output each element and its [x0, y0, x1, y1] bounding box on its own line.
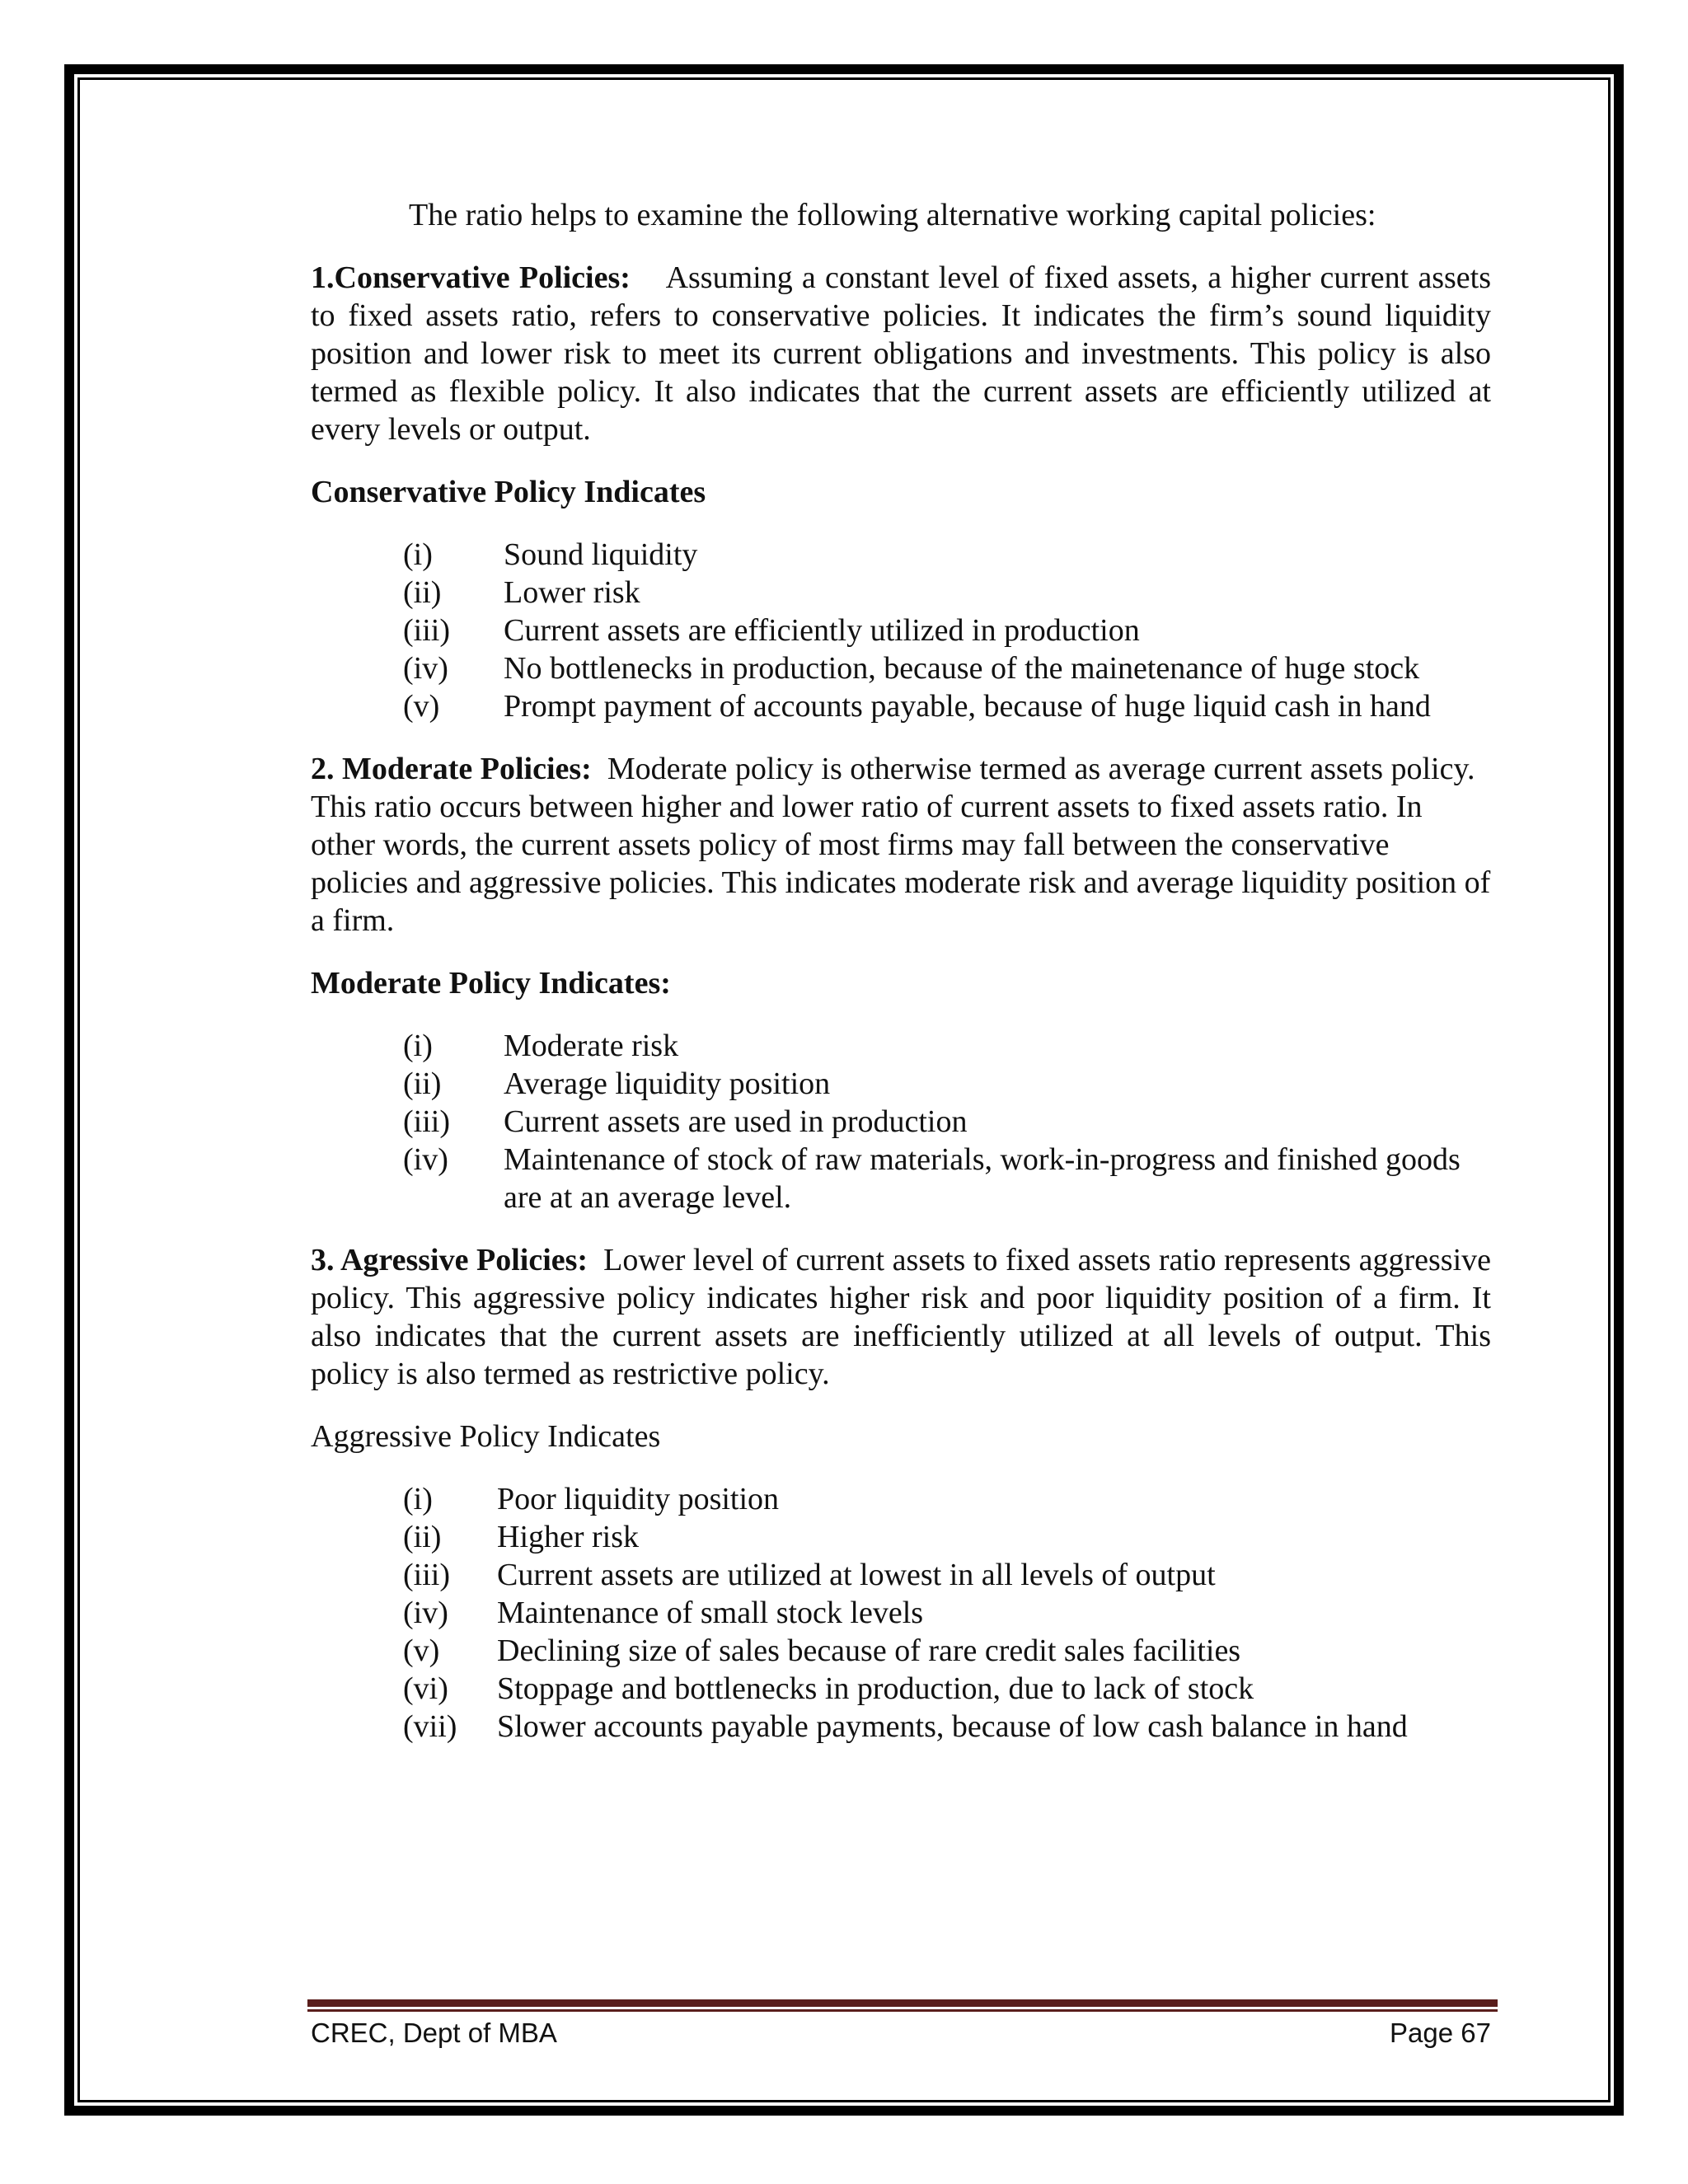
list-item-text: Current assets are efficiently utilized in production — [504, 613, 1140, 648]
footer-page-number: Page 67 — [1390, 2018, 1491, 2048]
list-item-number: (i) — [403, 1029, 433, 1063]
list-item — [403, 574, 1491, 612]
intro-text: The ratio helps to examine the following alternative working capital policies: — [409, 198, 1376, 232]
list-item — [403, 536, 1491, 574]
list-item-text: No bottlenecks in production, because of the mainetenance of huge stock — [504, 651, 1420, 686]
list-item-text: Prompt payment of accounts payable, because of huge liquid cash in hand — [504, 689, 1431, 724]
list-item-number: (ii) — [403, 575, 442, 610]
list-item-number: (iv) — [403, 1596, 448, 1630]
list-item — [403, 1480, 1491, 1518]
list-item — [403, 1065, 1491, 1103]
page-footer — [311, 2016, 1491, 2050]
moderate-paragraph — [311, 750, 1491, 940]
page-content — [311, 196, 1491, 1770]
footer-rule-thin — [307, 2009, 1498, 2012]
conservative-title: 1.Conservative Policies: — [311, 260, 631, 295]
list-item-text: Maintenance of stock of raw materials, work-in-progress and finished goods are at an average level. — [504, 1142, 1461, 1215]
list-item — [403, 1670, 1491, 1708]
footer-department: CREC, Dept of MBA — [311, 2018, 557, 2048]
list-item — [403, 1594, 1491, 1632]
aggressive-paragraph — [311, 1241, 1491, 1393]
aggressive-title: 3. Agressive Policies: — [311, 1243, 588, 1277]
list-item — [403, 1103, 1491, 1141]
list-item-number: (iii) — [403, 1558, 450, 1592]
aggressive-body: Lower level of current assets to fixed assets ratio represents aggressive policy. This aggressive policy indicates higher risk and poor liquidity position of a firm. It also indicates that the current assets are inefficiently utilized at all levels of output. This policy is also termed as restrictive policy. — [311, 1243, 1491, 1391]
list-item — [403, 1518, 1491, 1556]
list-item — [403, 612, 1491, 649]
list-item-number: (iv) — [403, 651, 448, 686]
list-item — [403, 1556, 1491, 1594]
list-item-number: (v) — [403, 689, 440, 724]
list-item-text: Current assets are utilized at lowest in all levels of output — [497, 1558, 1216, 1592]
list-item — [403, 1708, 1491, 1746]
list-item-text: Higher risk — [497, 1520, 640, 1554]
footer-rule — [307, 1999, 1498, 2007]
list-item — [403, 1027, 1491, 1065]
list-item-text: Current assets are used in production — [504, 1104, 968, 1139]
list-item-text: Moderate risk — [504, 1029, 679, 1063]
conservative-body: Assuming a constant level of fixed assets, a higher current assets to fixed assets ratio, refers to conservative policies. It indicates the firm’s sound liquidity position and lower risk to meet its current obligations and investments. This policy is also termed as flexible policy. It also indicates that the current assets are efficiently utilized at every levels or output. — [311, 260, 1491, 447]
list-item-number: (iii) — [403, 1104, 450, 1139]
conservative-paragraph — [311, 259, 1491, 448]
list-item-number: (iii) — [403, 613, 450, 648]
list-item-text: Slower accounts payable payments, because of low cash balance in hand — [497, 1709, 1408, 1744]
list-item — [403, 1632, 1491, 1670]
list-item-text: Declining size of sales because of rare credit sales facilities — [497, 1633, 1241, 1668]
list-item-number: (vii) — [403, 1709, 457, 1744]
list-item-number: (i) — [403, 537, 433, 572]
list-item-number: (ii) — [403, 1520, 442, 1554]
list-item-text: Sound liquidity — [504, 537, 698, 572]
list-item-number: (vi) — [403, 1671, 448, 1706]
list-item — [403, 687, 1491, 725]
list-item-text: Stoppage and bottlenecks in production, due to lack of stock — [497, 1671, 1254, 1706]
list-item-text: Average liquidity position — [504, 1066, 831, 1101]
conservative-indicates-heading: Conservative Policy Indicates — [311, 475, 706, 509]
list-item-number: (iv) — [403, 1142, 448, 1177]
list-item-text: Maintenance of small stock levels — [497, 1596, 924, 1630]
list-item-number: (ii) — [403, 1066, 442, 1101]
moderate-indicates-list — [311, 1027, 1491, 1216]
list-item-text: Lower risk — [504, 575, 640, 610]
conservative-indicates-list — [311, 536, 1491, 725]
aggressive-indicates-list — [311, 1480, 1491, 1746]
moderate-body: Moderate policy is otherwise termed as average current assets policy. This ratio occurs between higher and lower ratio of current assets to fixed assets ratio. In other words, the current assets policy of most firms may fall between the conservative policies and aggressive policies. This indicates moderate risk and average liquidity position of a firm. — [311, 752, 1491, 938]
list-item — [403, 1141, 1491, 1216]
moderate-title: 2. Moderate Policies: — [311, 752, 592, 786]
list-item — [403, 649, 1491, 687]
list-item-number: (i) — [403, 1482, 433, 1516]
moderate-indicates-heading: Moderate Policy Indicates: — [311, 966, 671, 1001]
aggressive-indicates-heading: Aggressive Policy Indicates — [311, 1419, 661, 1454]
list-item-text: Poor liquidity position — [497, 1482, 780, 1516]
list-item-number: (v) — [403, 1633, 440, 1668]
